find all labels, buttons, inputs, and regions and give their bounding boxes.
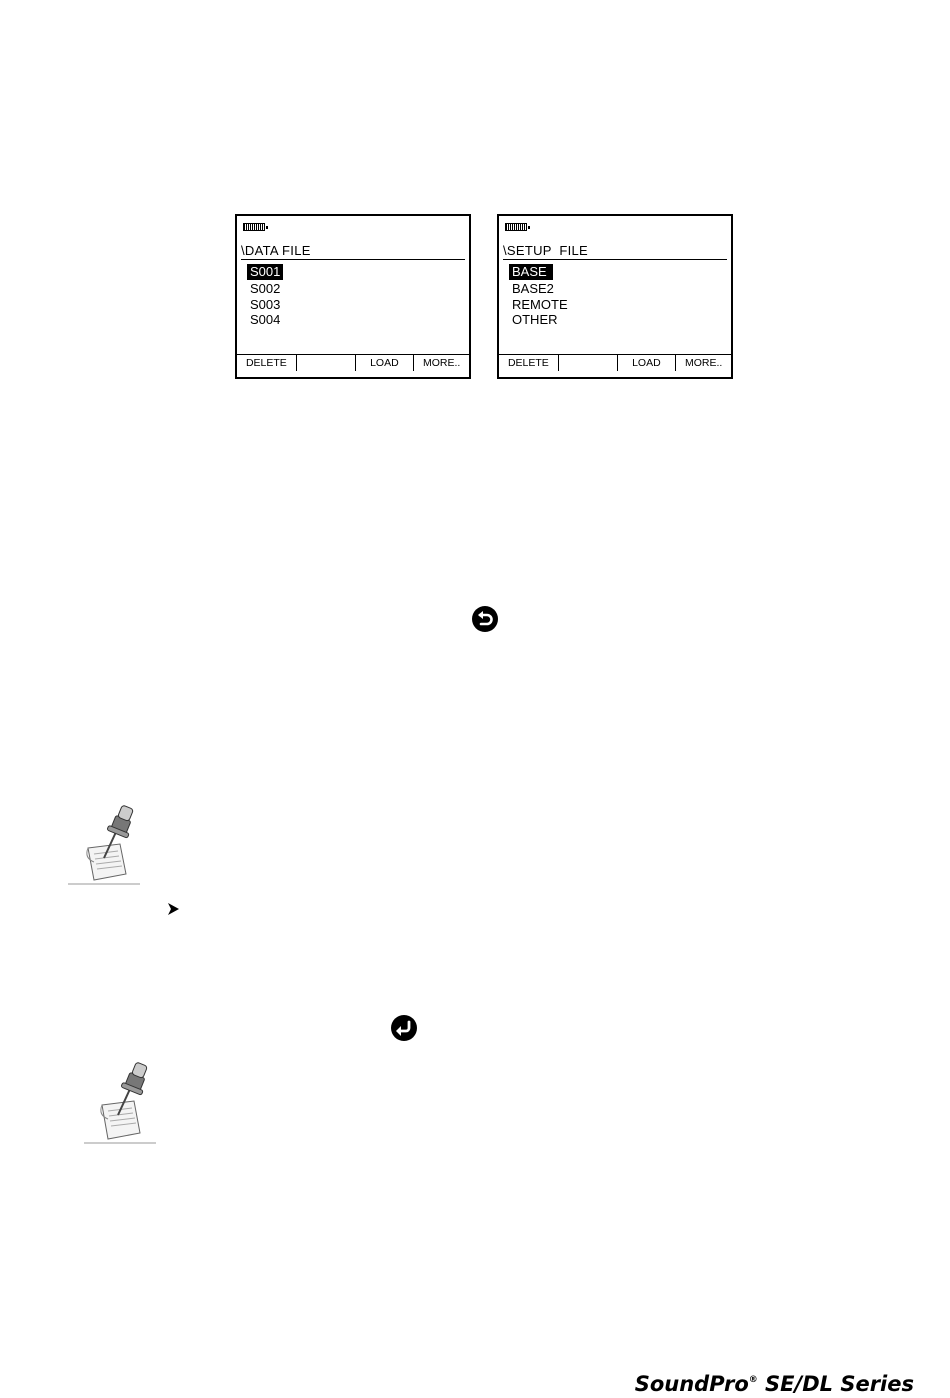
series-name: SE/DL Series [757,1372,914,1396]
load-softkey[interactable]: LOAD [618,355,677,371]
arrowhead-bullet-icon [166,902,180,916]
data-file-screen [235,214,471,379]
delete-softkey[interactable]: DELETE [499,355,559,371]
more-softkey[interactable]: MORE.. [422,357,461,369]
pushpin-note-icon [64,800,142,886]
list-item[interactable]: S003 [250,296,281,312]
setup-file-screen [497,214,733,379]
list-item[interactable]: BASE2 [512,281,554,296]
list-item[interactable]: S004 [250,312,281,327]
file-list [509,263,571,328]
screen-title: \SETUP FILE [503,243,588,258]
footer-brand [635,1372,914,1396]
pushpin-note-icon [80,1055,158,1145]
enter-icon [391,1015,417,1041]
list-item[interactable]: REMOTE [512,296,568,312]
title-divider [241,259,465,260]
battery-icon [505,223,527,231]
brand-name: SoundPro [634,1372,749,1396]
blank-softkey[interactable] [559,355,618,371]
file-list [247,263,283,328]
list-item[interactable]: S002 [250,281,281,296]
list-item[interactable]: S001 [247,264,283,280]
registered-mark: ® [748,1375,758,1385]
list-item[interactable]: OTHER [512,312,558,327]
softkey-bar [237,354,469,371]
blank-softkey[interactable] [297,355,356,371]
more-softkey[interactable]: MORE.. [684,357,723,369]
list-item[interactable]: BASE [509,264,553,280]
back-arrow-icon [472,606,498,632]
load-softkey[interactable]: LOAD [356,355,415,371]
title-divider [503,259,727,260]
battery-icon [243,223,265,231]
screen-title: \DATA FILE [241,243,311,258]
softkey-bar [499,354,731,371]
delete-softkey[interactable]: DELETE [237,355,297,371]
